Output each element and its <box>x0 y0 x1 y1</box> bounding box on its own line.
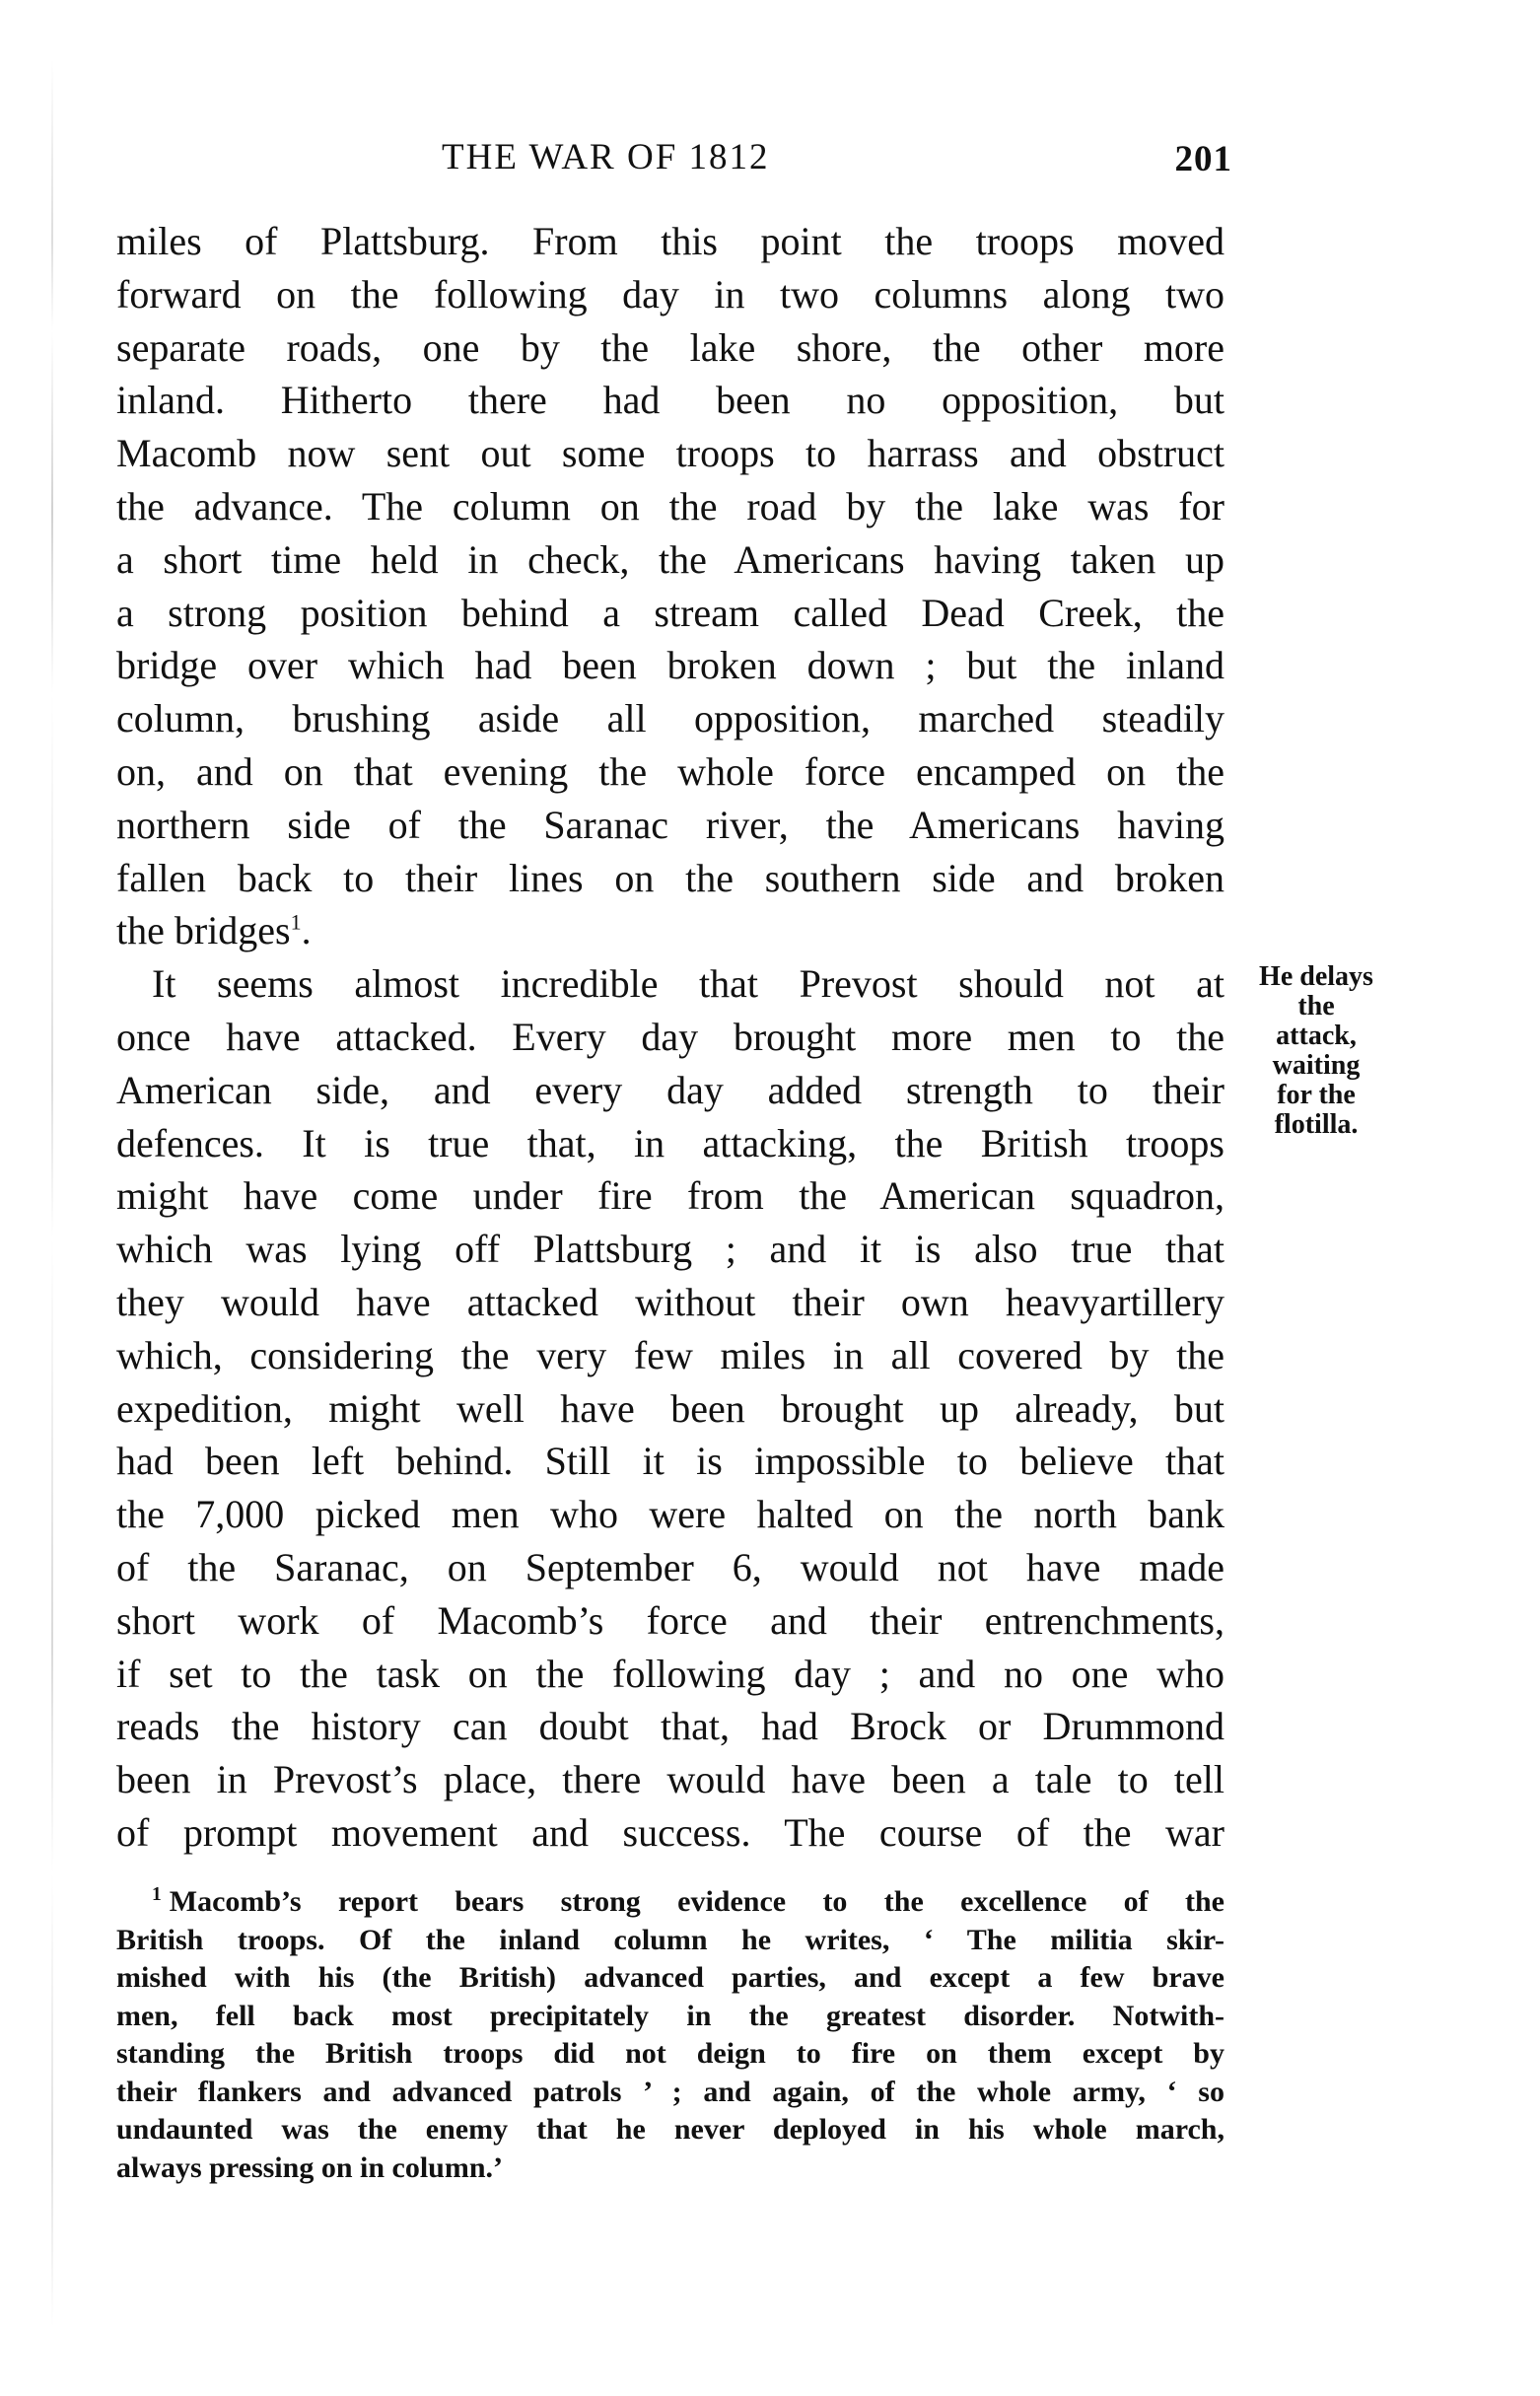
main-text <box>116 215 1225 1860</box>
text-line: bridge over which had been broken down ; but the inland <box>116 643 1225 688</box>
text-fragment: . <box>301 908 312 953</box>
page-header <box>116 136 1232 185</box>
paragraph-1 <box>116 215 1225 957</box>
text-line: miles of Plattsburg. From this point the troops moved <box>116 219 1225 263</box>
margin-sidenote <box>1232 962 1400 1140</box>
text-line: a short time held in check, the Americans having taken up <box>116 536 1225 582</box>
footnote-line: standing the British troops did not deign to fire on them except by <box>116 2037 1225 2070</box>
running-title: THE WAR OF 1812 <box>442 137 770 177</box>
sidenote-line: flotilla. <box>1274 1109 1359 1140</box>
footnote-line <box>116 1883 1225 1922</box>
text-line: fallen back to their lines on the southern side and broken <box>116 855 1225 900</box>
footnote-line: men, fell back most precipitately in the greatest disorder. Notwith- <box>116 1999 1225 2032</box>
text-line: which, considering the very few miles in all covered by the <box>116 1332 1225 1377</box>
footnote-block <box>116 1883 1225 2187</box>
text-fragment: Macomb’s report bears strong evidence to the excellence of the <box>169 1885 1225 1918</box>
sidenote-line: the <box>1297 991 1335 1022</box>
sidenote-line: He delays <box>1259 961 1373 992</box>
text-line: had been left behind. Still it is impossible to believe that <box>116 1439 1225 1484</box>
text-fragment: the bridges <box>116 908 291 953</box>
text-line: short work of Macomb’s force and their entrenchments, <box>116 1597 1225 1643</box>
text-line: which was lying off Plattsburg ; and it is also true that <box>116 1227 1225 1272</box>
footnote-line: always pressing on in column.’ <box>116 2150 504 2184</box>
footnote-line: undaunted was the enemy that he never deployed in his whole march, <box>116 2113 1225 2146</box>
text-line: they would have attacked without their own heavyartillery <box>116 1279 1225 1324</box>
paragraph-2 <box>116 957 1225 1860</box>
text-line: been in Prevost’s place, there would have been a tale to tell <box>116 1757 1225 1802</box>
text-line: separate roads, one by the lake shore, the other more <box>116 324 1225 370</box>
text-line: northern side of the Saranac river, the Americans having <box>116 802 1225 847</box>
text-line: forward on the following day in two columns along two <box>116 271 1225 317</box>
text-line: reads the history can doubt that, had Brock or Drummond <box>116 1704 1225 1749</box>
footnote-line: their flankers and advanced patrols ’ ; and again, of the whole army, ‘ so <box>116 2075 1225 2108</box>
text-line <box>116 904 1225 957</box>
text-line: might have come under fire from the American squadron, <box>116 1173 1225 1219</box>
page-number: 201 <box>1174 139 1232 179</box>
text-line: a strong position behind a stream called Dead Creek, the <box>116 590 1225 635</box>
text-line: It seems almost incredible that Prevost should not at <box>152 961 1225 1007</box>
text-line: defences. It is true that, in attacking, the British troops <box>116 1120 1225 1165</box>
text-line: once have attacked. Every day brought more men to the <box>116 1014 1225 1059</box>
scan-margin-line <box>51 59 53 2327</box>
sidenote-line: for the <box>1277 1080 1356 1110</box>
text-line: inland. Hitherto there had been no opposition, but <box>116 378 1225 423</box>
footnote-marker: 1 <box>152 1884 162 1905</box>
sidenote-line: attack, <box>1276 1021 1357 1051</box>
text-line: of prompt movement and success. The course of the war <box>116 1809 1225 1855</box>
text-line: American side, and every day added strength to their <box>116 1067 1225 1112</box>
text-line: the advance. The column on the road by the lake was for <box>116 483 1225 529</box>
text-line: expedition, might well have been brought up already, but <box>116 1385 1225 1431</box>
footnote-line: mished with his (the British) advanced parties, and except a few brave <box>116 1961 1225 1994</box>
footnote-reference[interactable]: 1 <box>290 910 302 936</box>
text-line: Macomb now sent out some troops to harrass and obstruct <box>116 431 1225 476</box>
text-line: the 7,000 picked men who were halted on the north bank <box>116 1492 1225 1537</box>
text-line: column, brushing aside all opposition, marched steadily <box>116 696 1225 741</box>
text-line: if set to the task on the following day ; and no one who <box>116 1651 1225 1696</box>
sidenote-line: waiting <box>1272 1050 1361 1081</box>
text-line: on, and on that evening the whole force encamped on the <box>116 748 1225 794</box>
text-line: of the Saranac, on September 6, would not have made <box>116 1544 1225 1589</box>
footnote-line: British troops. Of the inland column he writes, ‘ The militia skir- <box>116 1923 1225 1956</box>
